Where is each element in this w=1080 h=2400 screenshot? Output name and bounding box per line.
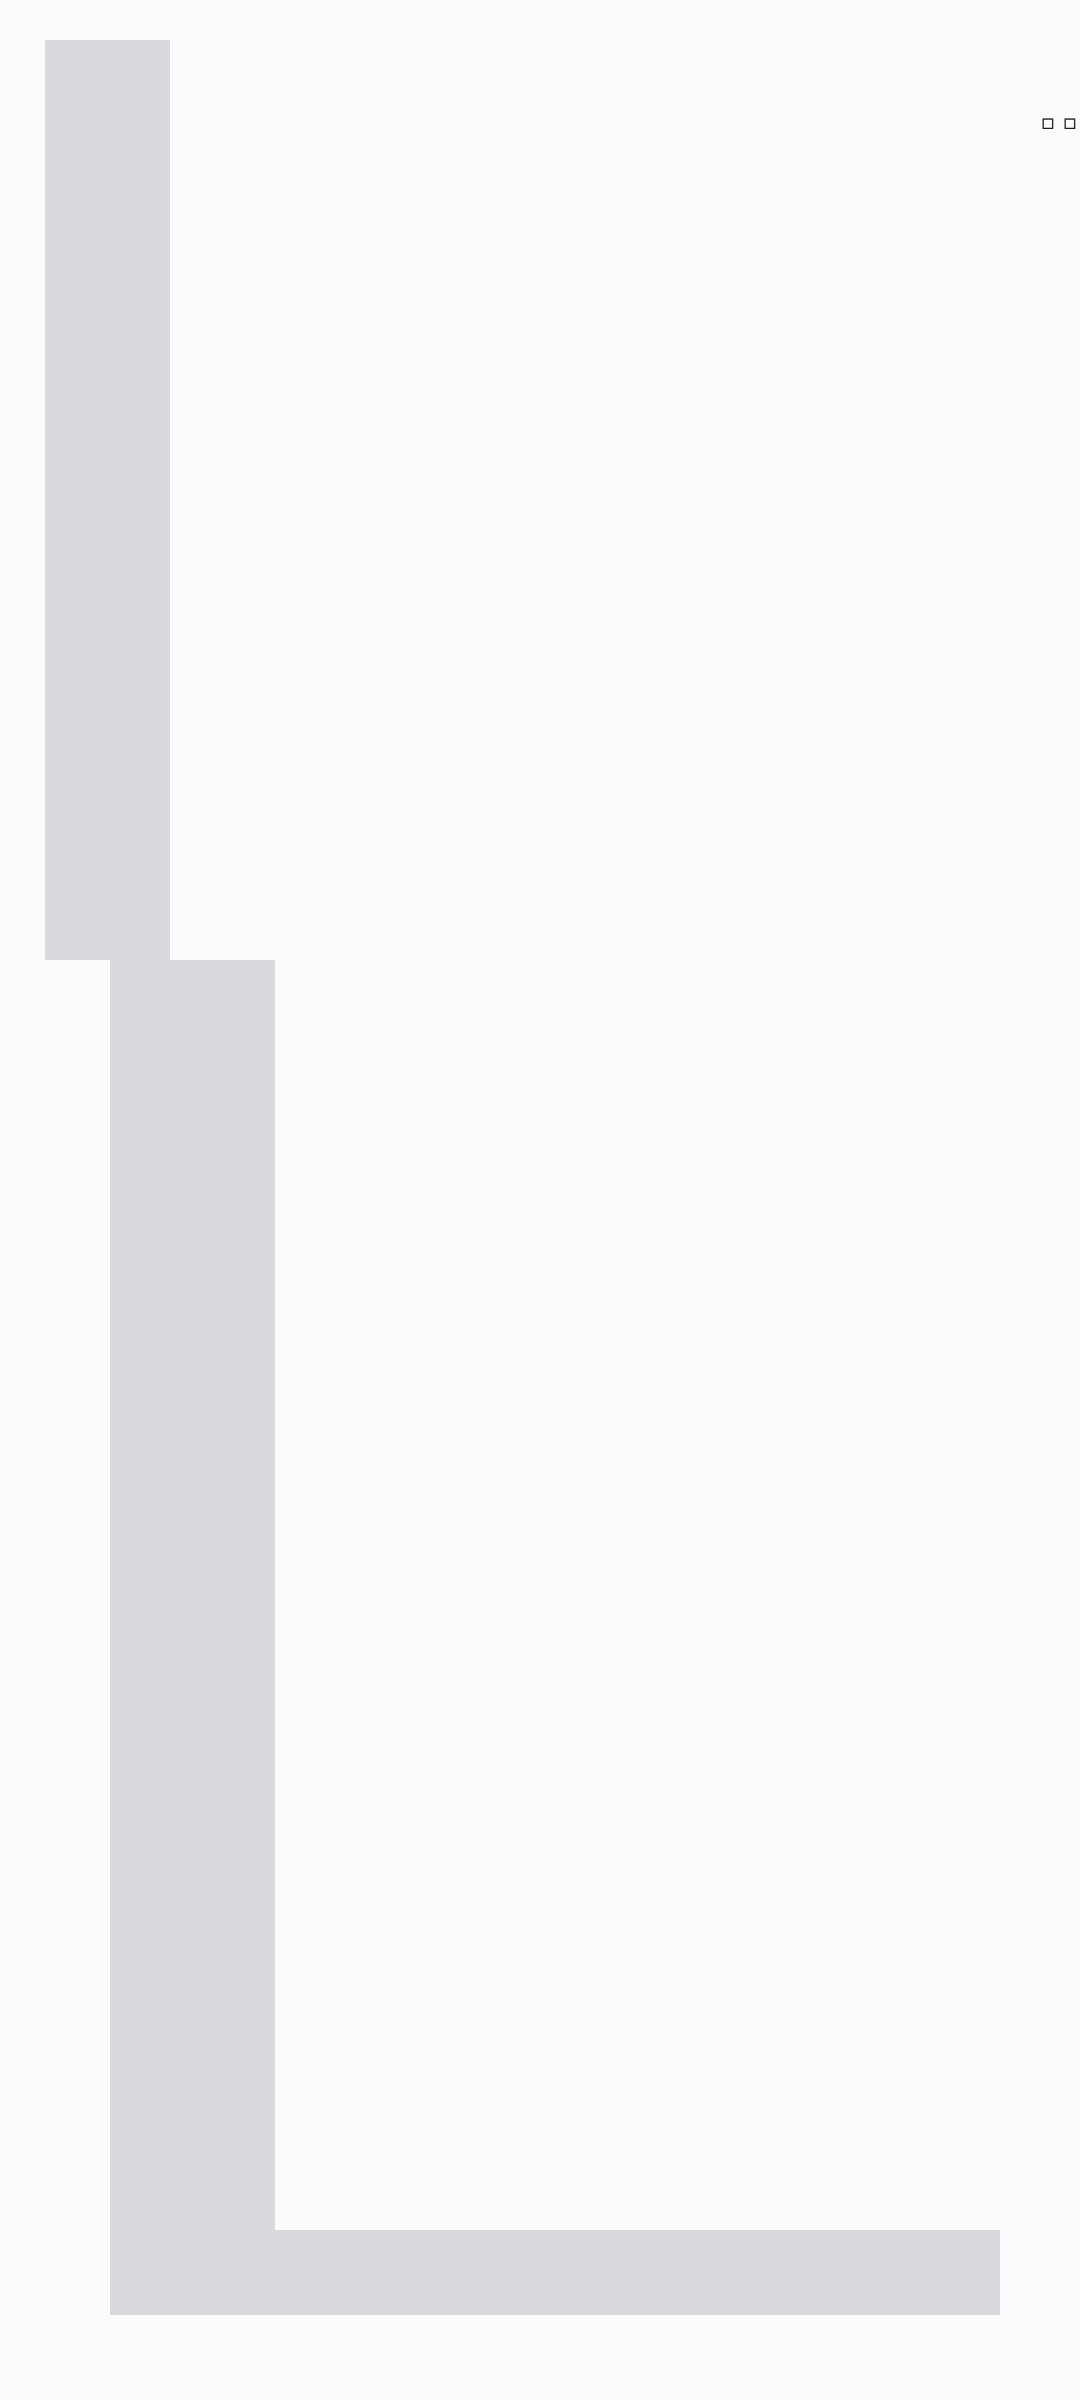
left-margin-band xyxy=(170,2230,1000,2315)
checkbox-check[interactable]: ☐ xyxy=(1040,117,1056,130)
right-header-band xyxy=(45,40,170,960)
left-header-band xyxy=(110,960,275,2315)
checkbox-cat[interactable]: ☐ xyxy=(1062,117,1078,130)
